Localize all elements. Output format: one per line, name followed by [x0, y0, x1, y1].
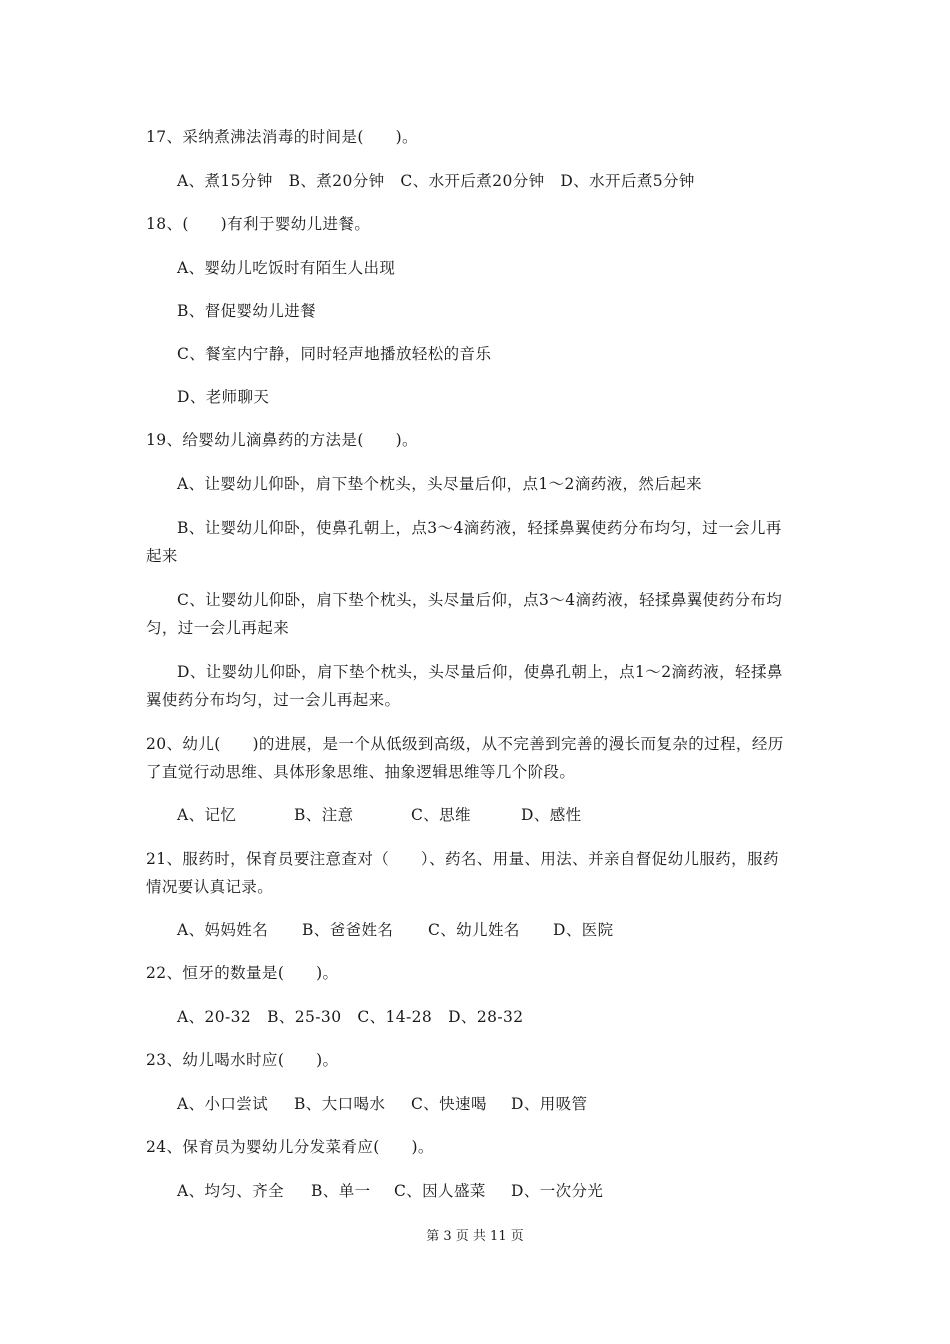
question-20-stem-line2: 了直觉行动思维、具体形象思维、抽象逻辑思维等几个阶段。	[146, 763, 576, 781]
question-23-option-c: C、快速喝	[411, 1095, 487, 1113]
question-22-options: A、20-32 B、25-30 C、14-28 D、28-32	[177, 1008, 524, 1026]
question-19-stem: 19、给婴幼儿滴鼻药的方法是( )。	[146, 431, 418, 449]
question-19-option-c-line2: 匀，过一会儿再起来	[146, 619, 290, 637]
question-18-option-a: A、婴幼儿吃饭时有陌生人出现	[177, 259, 396, 277]
question-17-stem: 17、采纳煮沸法消毒的时间是( )。	[146, 128, 418, 146]
question-17-options: A、煮15分钟 B、煮20分钟 C、水开后煮20分钟 D、水开后煮5分钟	[177, 172, 695, 190]
question-19-option-d-line2: 翼使药分布均匀，过一会儿再起来。	[146, 691, 401, 709]
question-24-option-b: B、单一	[311, 1182, 371, 1200]
question-24-stem: 24、保育员为婴幼儿分发菜肴应( )。	[146, 1138, 434, 1156]
question-21-option-b: B、爸爸姓名	[302, 921, 394, 939]
question-20-stem-line1: 20、幼儿( )的进展，是一个从低级到高级，从不完善到完善的漫长而复杂的过程，经历	[146, 735, 784, 753]
question-24-option-a: A、均匀、齐全	[177, 1182, 284, 1200]
question-18-option-c: C、餐室内宁静，同时轻声地播放轻松的音乐	[177, 345, 492, 363]
question-23-option-d: D、用吸管	[511, 1095, 588, 1113]
question-22-stem: 22、恒牙的数量是( )。	[146, 964, 339, 982]
question-23-option-a: A、小口尝试	[177, 1095, 269, 1113]
page-number-footer: 第 3 页 共 11 页	[426, 1229, 524, 1244]
question-19-option-c-line1: C、让婴幼儿仰卧，肩下垫个枕头，头尽量后仰，点3～4滴药液，轻揉鼻翼使药分布均	[177, 591, 783, 609]
question-20-option-c: C、思维	[411, 806, 471, 824]
question-20-option-b: B、注意	[294, 806, 354, 824]
question-20-option-a: A、记忆	[177, 806, 237, 824]
question-18-stem: 18、( )有利于婴幼儿进餐。	[146, 215, 371, 233]
question-19-option-b-line2: 起来	[146, 547, 178, 565]
question-24-option-c: C、因人盛菜	[394, 1182, 486, 1200]
question-24-option-d: D、一次分光	[511, 1182, 604, 1200]
question-19-option-a: A、让婴幼儿仰卧，肩下垫个枕头，头尽量后仰，点1～2滴药液，然后起来	[177, 475, 703, 493]
question-23-option-b: B、大口喝水	[294, 1095, 386, 1113]
question-21-stem-line2: 情况要认真记录。	[146, 878, 274, 896]
question-21-option-a: A、妈妈姓名	[177, 921, 269, 939]
question-20-option-d: D、感性	[521, 806, 582, 824]
question-21-option-d: D、医院	[553, 921, 614, 939]
question-21-stem-line1: 21、服药时，保育员要注意查对（ ）、药名、用量、用法、并亲自督促幼儿服药，服药	[146, 850, 779, 868]
question-23-stem: 23、幼儿喝水时应( )。	[146, 1051, 339, 1069]
question-21-option-c: C、幼儿姓名	[428, 921, 520, 939]
question-19-option-d-line1: D、让婴幼儿仰卧，肩下垫个枕头，头尽量后仰，使鼻孔朝上，点1～2滴药液，轻揉鼻	[177, 663, 783, 681]
question-18-option-b: B、督促婴幼儿进餐	[177, 302, 316, 320]
question-18-option-d: D、老师聊天	[177, 388, 270, 406]
question-19-option-b-line1: B、让婴幼儿仰卧，使鼻孔朝上，点3～4滴药液，轻揉鼻翼使药分布均匀，过一会儿再	[177, 519, 782, 537]
